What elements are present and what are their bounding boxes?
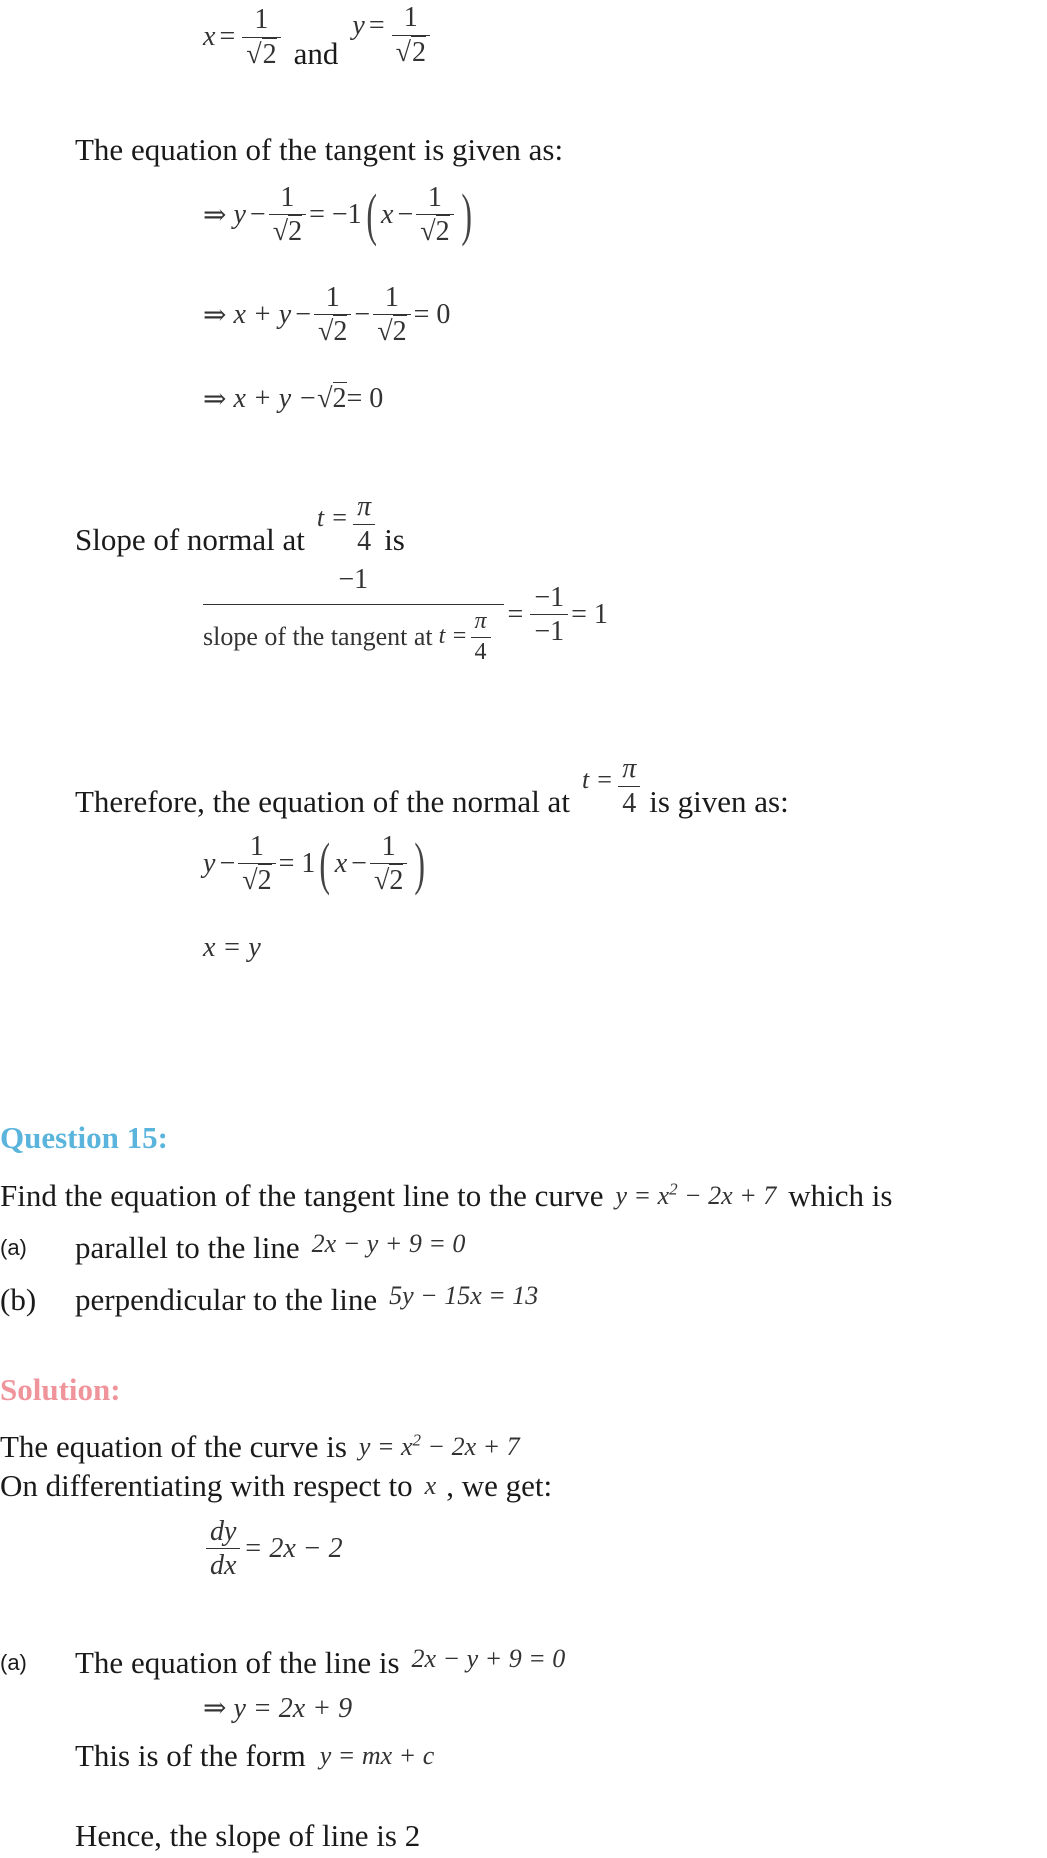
fraction: $\frac{1}{√2}$ — [416, 183, 453, 247]
big-fraction: −1 slope of the tangent at t = $\frac{\pi}{4}$ — [203, 565, 504, 665]
fraction: $\frac{-1}{-1}$ — [530, 583, 568, 647]
solution-part-a-line-3: This is of the form y = mx + c — [75, 1738, 435, 1773]
fraction-pi-over-4: $\frac{\pi}{4}$ — [353, 492, 375, 556]
fraction: $\frac{1}{√2}$ — [314, 283, 351, 347]
fraction: $\frac{1}{√2}$ — [238, 832, 275, 896]
solution-line-2: On differentiating with respect to x , we get: — [0, 1468, 553, 1503]
solution-part-a-line-1: (a) The equation of the line is 2x − y + 9 = 0 — [0, 1644, 566, 1680]
question-stem: Find the equation of the tangent line to the curve $y = x^2 - 2x + 7$ which is — [0, 1178, 893, 1213]
solution-line-1: The equation of the curve is $y = x^2 - 2x + 7$ — [0, 1429, 520, 1464]
var-y: y — [352, 10, 365, 41]
var-x: x — [203, 21, 216, 52]
fraction-one-over-root-two: $\frac{1}{√2}$ — [392, 3, 430, 67]
point-coordinates — [203, 2, 433, 72]
and-word: and — [293, 36, 339, 71]
question-title: Question 15: — [0, 1120, 168, 1155]
tangent-intro: The equation of the tangent is given as: — [75, 132, 564, 167]
fraction-pi-over-4: $\frac{\pi}{4}$ — [618, 754, 640, 818]
right-paren: ) — [460, 181, 472, 247]
normal-step-2: x = y — [203, 932, 261, 963]
part-label: (a) — [0, 1235, 27, 1260]
question-part-a: (a) parallel to the line 2x − y + 9 = 0 — [0, 1229, 466, 1265]
solution-part-a-line-2: ⇒ y = 2x + 9 — [203, 1693, 353, 1724]
equals-sign: = — [368, 10, 385, 41]
left-paren: ( — [319, 830, 331, 896]
normal-slope-intro: Slope of normal at t = $\frac{\pi}{4}$ is — [75, 491, 405, 557]
solution-title: Solution: — [0, 1372, 121, 1407]
left-paren: ( — [366, 181, 377, 247]
tangent-step-3: ⇒ x + y − √2 = 0 — [203, 383, 384, 415]
derivative: $\frac{dy}{dx}$ = 2x − 2 — [203, 1517, 343, 1581]
normal-slope-calc: −1 slope of the tangent at t = $\frac{\pi}{4}$ = $\frac{-1}{-1}$ = 1 — [203, 564, 608, 665]
implies-arrow: ⇒ — [203, 384, 234, 415]
derivative-fraction: $\frac{dy}{dx}$ — [206, 1517, 240, 1581]
right-paren: ) — [414, 830, 426, 896]
implies-arrow: ⇒ — [203, 299, 234, 331]
fraction: $\frac{1}{√2}$ — [370, 832, 407, 896]
fraction: $\frac{1}{√2}$ — [373, 283, 410, 347]
tangent-step-2: ⇒ x + y − $\frac{1}{√2}$ − $\frac{1}{√2}$ = 0 — [203, 282, 451, 348]
curve-equation: $y = x^2 - 2x + 7$ — [358, 1430, 520, 1461]
tangent-step-1: ⇒ y − $\frac{1}{√2}$ = −1 ( x − $\frac{1}{√2}$ ) — [203, 181, 472, 248]
normal-step-1: y − $\frac{1}{√2}$ = 1 ( x − $\frac{1}{√2}$ ) — [203, 830, 426, 897]
fraction: $\frac{1}{√2}$ — [269, 183, 306, 247]
curve-equation: $y = x^2 - 2x + 7$ — [615, 1179, 777, 1210]
equals-sign: = — [219, 21, 236, 52]
question-part-b: (b) perpendicular to the line 5y − 15x = 13 — [0, 1281, 539, 1317]
solution-part-a-line-4: Hence, the slope of line is 2 — [75, 1818, 421, 1853]
part-label: (a) — [0, 1650, 27, 1675]
normal-eq-intro: Therefore, the equation of the normal at t = $\frac{\pi}{4}$ is given as: — [75, 753, 789, 819]
fraction-one-over-root-two: $\frac{1}{√2}$ — [242, 5, 280, 69]
part-label: (b) — [0, 1282, 37, 1317]
implies-arrow: ⇒ — [203, 199, 234, 231]
